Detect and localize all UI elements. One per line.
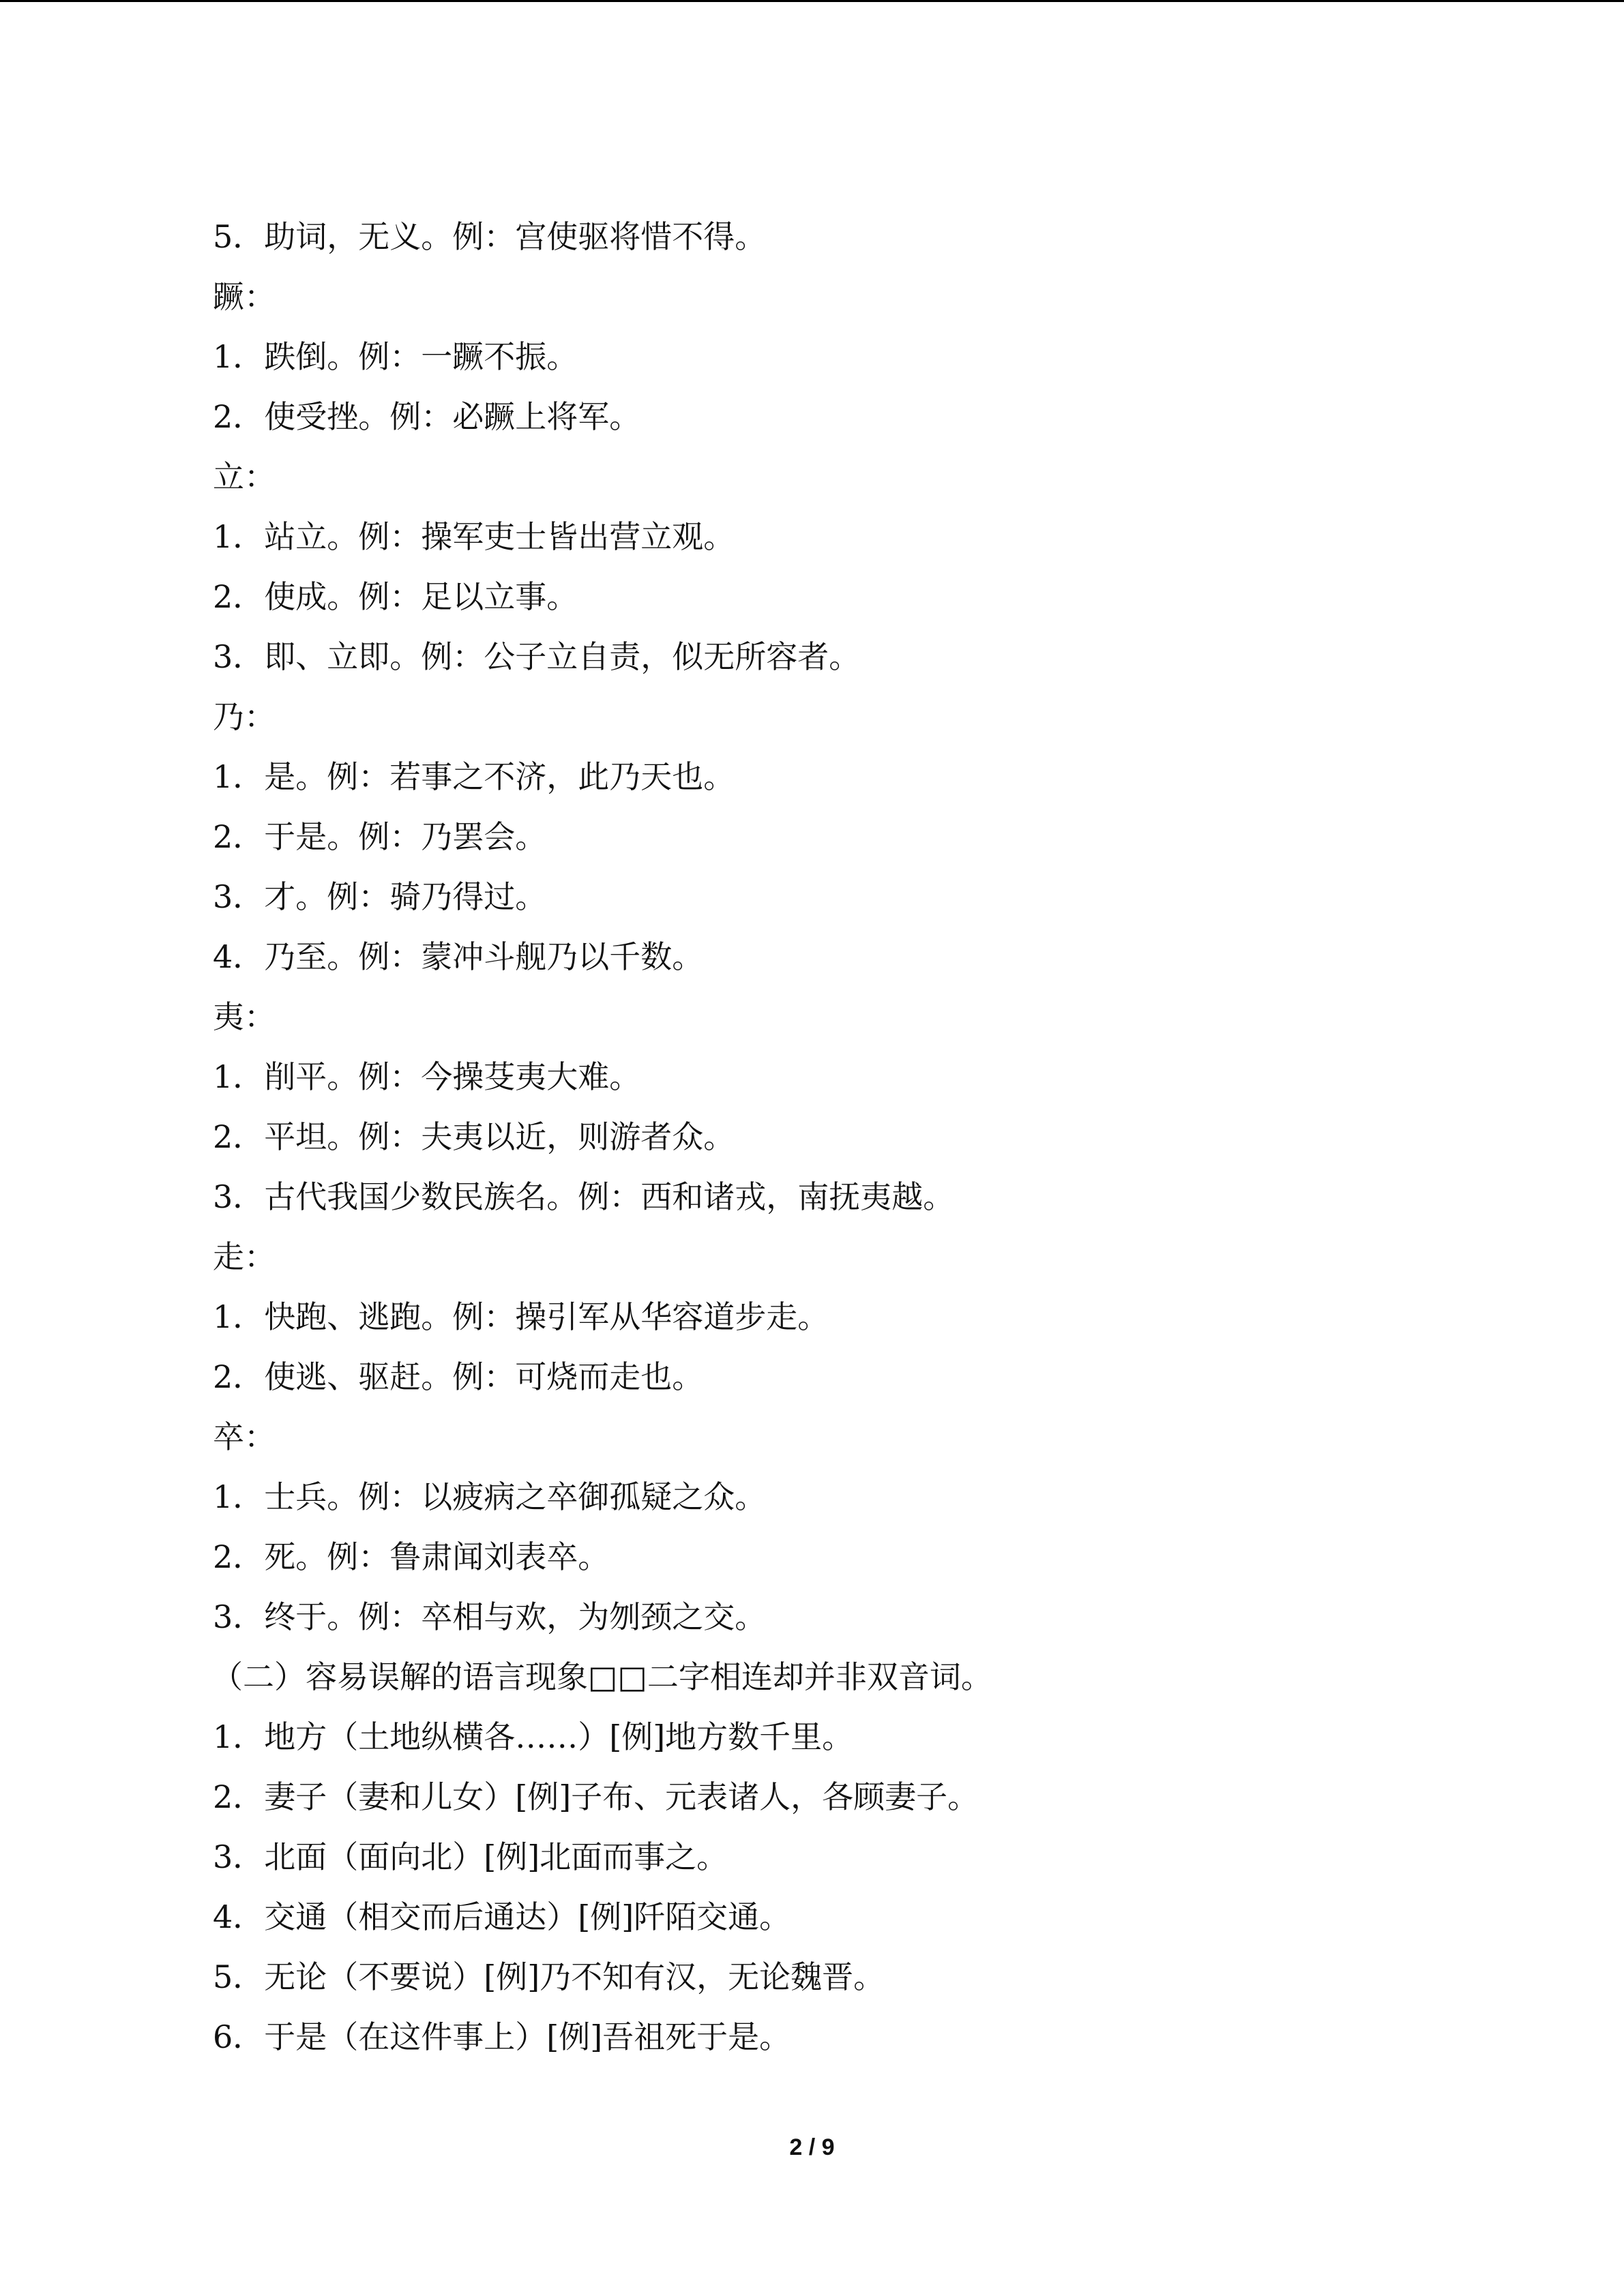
text-line: 4．交通（相交而后通达）[例]阡陌交通。 [213, 1898, 791, 1935]
text-line: 3．即、立即。例：公子立自责，似无所容者。 [213, 638, 861, 675]
entry-heading: 乃： [213, 698, 276, 735]
text-line: 1．站立。例：操军吏士皆出营立观。 [213, 518, 735, 555]
text-line: 1．是。例：若事之不济，此乃天也。 [213, 758, 735, 795]
text-line: 6．于是（在这件事上）[例]吾祖死于是。 [213, 2018, 791, 2055]
text-line: 3．才。例：骑乃得过。 [213, 878, 547, 915]
entry-heading: 夷： [213, 998, 276, 1035]
text-line: 3．古代我国少数民族名。例：西和诸戎，南抚夷越。 [213, 1178, 955, 1215]
text-line: 1．跌倒。例：一蹶不振。 [213, 338, 578, 375]
text-line: 4．乃至。例：蒙冲斗舰乃以千数。 [213, 938, 704, 975]
section-heading: （二）容易误解的语言现象□□二字相连却并非双音词。 [211, 1658, 992, 1695]
text-line: 2．妻子（妻和儿女）[例]子布、元表诸人，各顾妻子。 [213, 1778, 979, 1815]
page-content [213, 207, 1509, 2067]
text-line: 3．北面（面向北）[例]北面而事之。 [213, 1838, 728, 1875]
text-line: 5．无论（不要说）[例]乃不知有汉，无论魏晋。 [213, 1958, 885, 1995]
entry-heading: 立： [213, 458, 276, 495]
text-line: 2．使逃、驱赶。例：可烧而走也。 [213, 1358, 704, 1395]
text-line: 1．削平。例：今操芟夷大难。 [213, 1058, 641, 1095]
text-line: 2．平坦。例：夫夷以近，则游者众。 [213, 1118, 735, 1155]
text-line: 2．使受挫。例：必蹶上将军。 [213, 398, 641, 435]
entry-heading: 卒： [213, 1418, 276, 1455]
text-line: 2．死。例：鲁肃闻刘表卒。 [213, 1538, 610, 1575]
text-line: 3．终于。例：卒相与欢，为刎颈之交。 [213, 1598, 767, 1635]
text-line: 5．助词，无义。例：宫使驱将惜不得。 [213, 218, 767, 255]
text-line: 1．地方（土地纵横各……）[例]地方数千里。 [213, 1718, 854, 1755]
entry-heading: 蹶： [213, 278, 276, 315]
text-line: 1．快跑、逃跑。例：操引军从华容道步走。 [213, 1298, 829, 1335]
text-line: 2．使成。例：足以立事。 [213, 578, 578, 615]
text-line: 1．士兵。例：以疲病之卒御孤疑之众。 [213, 1478, 767, 1515]
entry-heading: 走： [213, 1238, 276, 1275]
text-line: 2．于是。例：乃罢会。 [213, 818, 547, 855]
page-number: 2 / 9 [789, 2134, 835, 2160]
